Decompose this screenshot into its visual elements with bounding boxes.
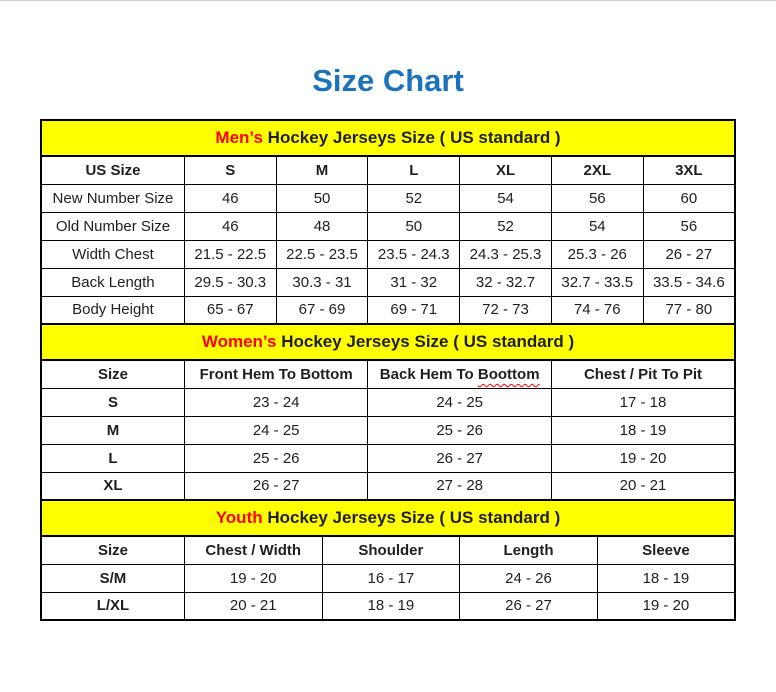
section-banner-text: Hockey Jerseys Size ( US standard )	[262, 508, 561, 527]
size-cell: 24.3 - 25.3	[460, 240, 552, 268]
column-header: Length	[460, 536, 598, 564]
size-cell: 23 - 24	[184, 388, 368, 416]
size-cell: 30.3 - 31	[276, 268, 368, 296]
column-header: M	[276, 156, 368, 184]
size-cell: 69 - 71	[368, 296, 460, 324]
row-label: XL	[41, 472, 184, 500]
column-header	[368, 360, 552, 388]
size-cell: 52	[368, 184, 460, 212]
column-header: Chest / Pit To Pit	[551, 360, 735, 388]
column-header: Front Hem To Bottom	[184, 360, 368, 388]
section-banner-highlight: Women’s	[201, 332, 277, 351]
table-row	[41, 388, 735, 416]
size-cell: 17 - 18	[551, 388, 735, 416]
header-row	[41, 536, 735, 564]
table-row	[41, 416, 735, 444]
size-cell: 26 - 27	[184, 472, 368, 500]
column-header: L	[368, 156, 460, 184]
section-banner-text: Hockey Jerseys Size ( US standard )	[276, 332, 575, 351]
size-cell: 56	[551, 184, 643, 212]
size-table-mens	[40, 155, 736, 325]
table-row	[41, 472, 735, 500]
column-header: Sleeve	[597, 536, 735, 564]
size-cell: 25 - 26	[368, 416, 552, 444]
size-cell: 25 - 26	[184, 444, 368, 472]
row-label: S/M	[41, 564, 184, 592]
size-cell: 19 - 20	[597, 592, 735, 620]
column-header-text: Back Hem To	[379, 365, 478, 383]
column-header: XL	[460, 156, 552, 184]
size-cell: 26 - 27	[643, 240, 735, 268]
size-cell: 52	[460, 212, 552, 240]
size-cell: 18 - 19	[597, 564, 735, 592]
table-row	[41, 296, 735, 324]
size-cell: 33.5 - 34.6	[643, 268, 735, 296]
row-label: S	[41, 388, 184, 416]
size-cell: 18 - 19	[551, 416, 735, 444]
size-cell: 31 - 32	[368, 268, 460, 296]
table-row	[41, 240, 735, 268]
row-label: Body Height	[41, 296, 184, 324]
size-cell: 25.3 - 26	[551, 240, 643, 268]
size-cell: 54	[551, 212, 643, 240]
size-cell: 50	[368, 212, 460, 240]
size-cell: 27 - 28	[368, 472, 552, 500]
size-cell: 67 - 69	[276, 296, 368, 324]
size-cell: 50	[276, 184, 368, 212]
size-cell: 18 - 19	[322, 592, 460, 620]
row-label: L/XL	[41, 592, 184, 620]
size-chart-tables	[40, 119, 736, 621]
size-table-youth	[40, 535, 736, 621]
size-cell: 24 - 26	[460, 564, 598, 592]
size-cell: 72 - 73	[460, 296, 552, 324]
column-header: Size	[41, 360, 184, 388]
size-cell: 21.5 - 22.5	[184, 240, 276, 268]
table-row	[41, 212, 735, 240]
row-label: M	[41, 416, 184, 444]
section-banner-mens	[40, 119, 736, 157]
size-cell: 19 - 20	[184, 564, 322, 592]
size-cell: 29.5 - 30.3	[184, 268, 276, 296]
section-banner-highlight: Youth	[215, 508, 263, 527]
column-header: 3XL	[643, 156, 735, 184]
size-cell: 32.7 - 33.5	[551, 268, 643, 296]
size-cell: 20 - 21	[184, 592, 322, 620]
column-header: Size	[41, 536, 184, 564]
row-label: L	[41, 444, 184, 472]
table-row	[41, 564, 735, 592]
size-cell: 60	[643, 184, 735, 212]
column-header: S	[184, 156, 276, 184]
table-row	[41, 444, 735, 472]
size-cell: 26 - 27	[368, 444, 552, 472]
column-header: US Size	[41, 156, 184, 184]
size-cell: 19 - 20	[551, 444, 735, 472]
row-label: Old Number Size	[41, 212, 184, 240]
section-banner-womens	[40, 323, 736, 361]
size-cell: 24 - 25	[184, 416, 368, 444]
table-row	[41, 184, 735, 212]
row-label: Width Chest	[41, 240, 184, 268]
size-cell: 24 - 25	[368, 388, 552, 416]
column-header: Chest / Width	[184, 536, 322, 564]
table-row	[41, 592, 735, 620]
section-banner-highlight: Men’s	[215, 128, 263, 147]
row-label: Back Length	[41, 268, 184, 296]
size-cell: 26 - 27	[460, 592, 598, 620]
header-row	[41, 156, 735, 184]
size-cell: 46	[184, 212, 276, 240]
size-cell: 74 - 76	[551, 296, 643, 324]
size-cell: 22.5 - 23.5	[276, 240, 368, 268]
size-cell: 32 - 32.7	[460, 268, 552, 296]
section-banner-youth	[40, 499, 736, 537]
size-cell: 65 - 67	[184, 296, 276, 324]
size-cell: 54	[460, 184, 552, 212]
size-cell: 23.5 - 24.3	[368, 240, 460, 268]
column-header: 2XL	[551, 156, 643, 184]
page-title: Size Chart	[312, 63, 464, 98]
size-cell: 56	[643, 212, 735, 240]
section-banner-text: Hockey Jerseys Size ( US standard )	[262, 128, 561, 147]
size-table-womens	[40, 359, 736, 501]
misspelled-word: Boottom	[477, 365, 540, 383]
table-row	[41, 268, 735, 296]
column-header: Shoulder	[322, 536, 460, 564]
size-cell: 48	[276, 212, 368, 240]
row-label: New Number Size	[41, 184, 184, 212]
size-cell: 46	[184, 184, 276, 212]
header-row	[41, 360, 735, 388]
size-cell: 77 - 80	[643, 296, 735, 324]
size-cell: 16 - 17	[322, 564, 460, 592]
size-cell: 20 - 21	[551, 472, 735, 500]
